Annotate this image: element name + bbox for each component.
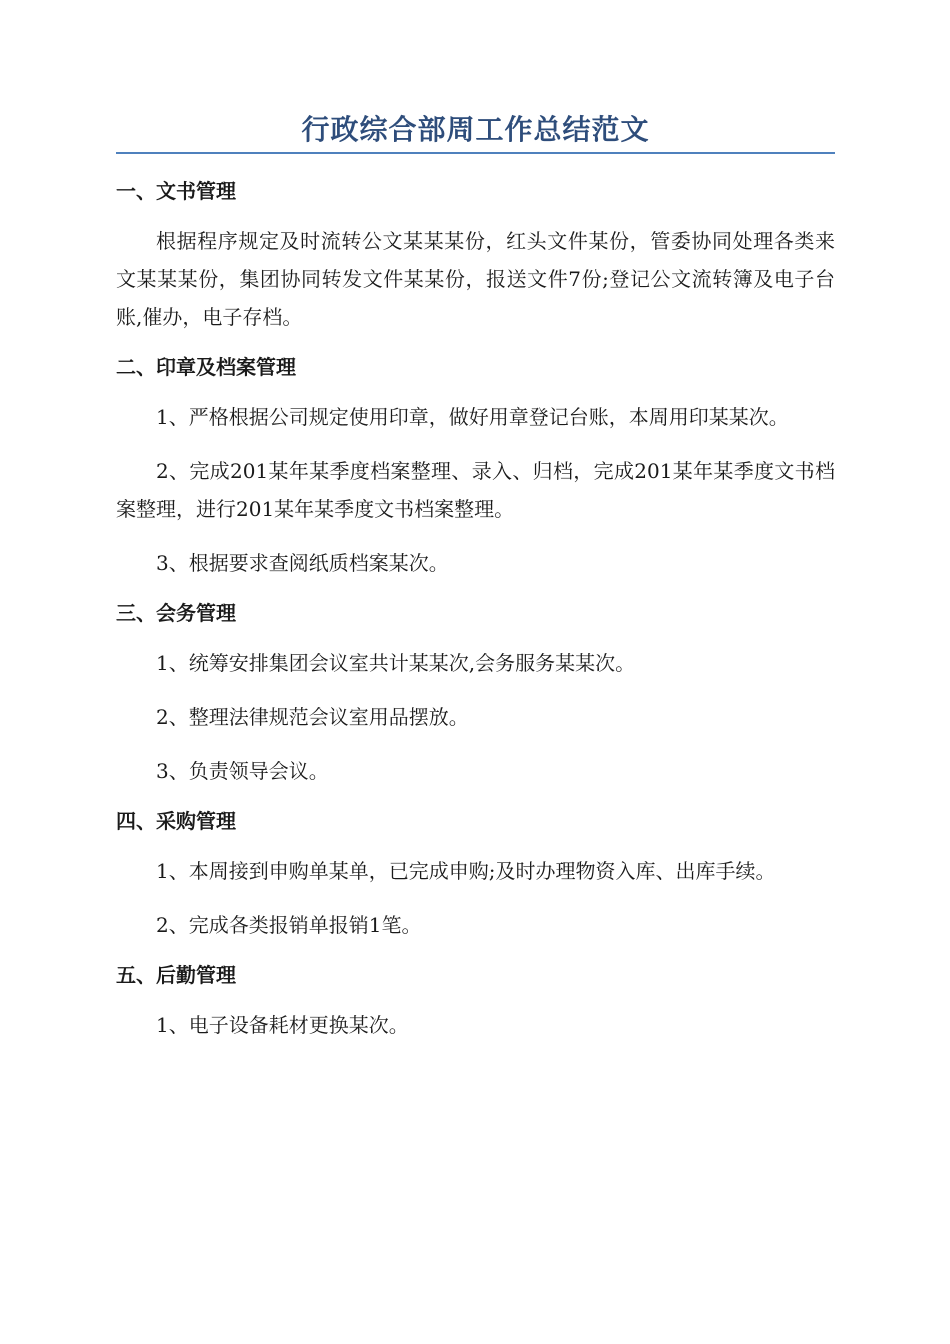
section-paragraph: 3、负责领导会议。 bbox=[156, 759, 329, 783]
section-heading: 一、文书管理 bbox=[116, 179, 236, 203]
section-heading: 五、后勤管理 bbox=[116, 963, 236, 987]
section-paragraph: 1、严格根据公司规定使用印章，做好用章登记台账，本周用印某某次。 bbox=[156, 405, 789, 429]
section-paragraph: 3、根据要求查阅纸质档案某次。 bbox=[156, 551, 449, 575]
section-heading: 二、印章及档案管理 bbox=[116, 355, 296, 379]
section-paragraph: 1、统筹安排集团会议室共计某某次,会务服务某某次。 bbox=[156, 651, 636, 675]
section-document-management bbox=[116, 176, 835, 336]
section-meeting-management bbox=[116, 598, 835, 790]
section-paragraph: 1、电子设备耗材更换某次。 bbox=[156, 1013, 409, 1037]
section-heading: 三、会务管理 bbox=[116, 601, 236, 625]
section-logistics-management bbox=[116, 960, 835, 1044]
section-paragraph: 2、完成201某年某季度档案整理、录入、归档，完成201某年某季度文书档案整理，进行201某年某季度文书档案整理。 bbox=[116, 459, 835, 521]
section-paragraph: 2、整理法律规范会议室用品摆放。 bbox=[156, 705, 469, 729]
section-paragraph: 根据程序规定及时流转公文某某某份，红头文件某份，管委协同处理各类来文某某某份，集团协同转发文件某某份，报送文件7份;登记公文流转簿及电子台账,催办，电子存档。 bbox=[116, 229, 835, 329]
document-page bbox=[116, 110, 835, 1060]
section-paragraph: 1、本周接到申购单某单，已完成申购;及时办理物资入库、出库手续。 bbox=[156, 859, 776, 883]
section-procurement-management bbox=[116, 806, 835, 944]
document-title: 行政综合部周工作总结范文 bbox=[116, 110, 835, 154]
section-heading: 四、采购管理 bbox=[116, 809, 236, 833]
section-paragraph: 2、完成各类报销单报销1笔。 bbox=[156, 913, 422, 937]
section-seal-archive-management bbox=[116, 352, 835, 582]
